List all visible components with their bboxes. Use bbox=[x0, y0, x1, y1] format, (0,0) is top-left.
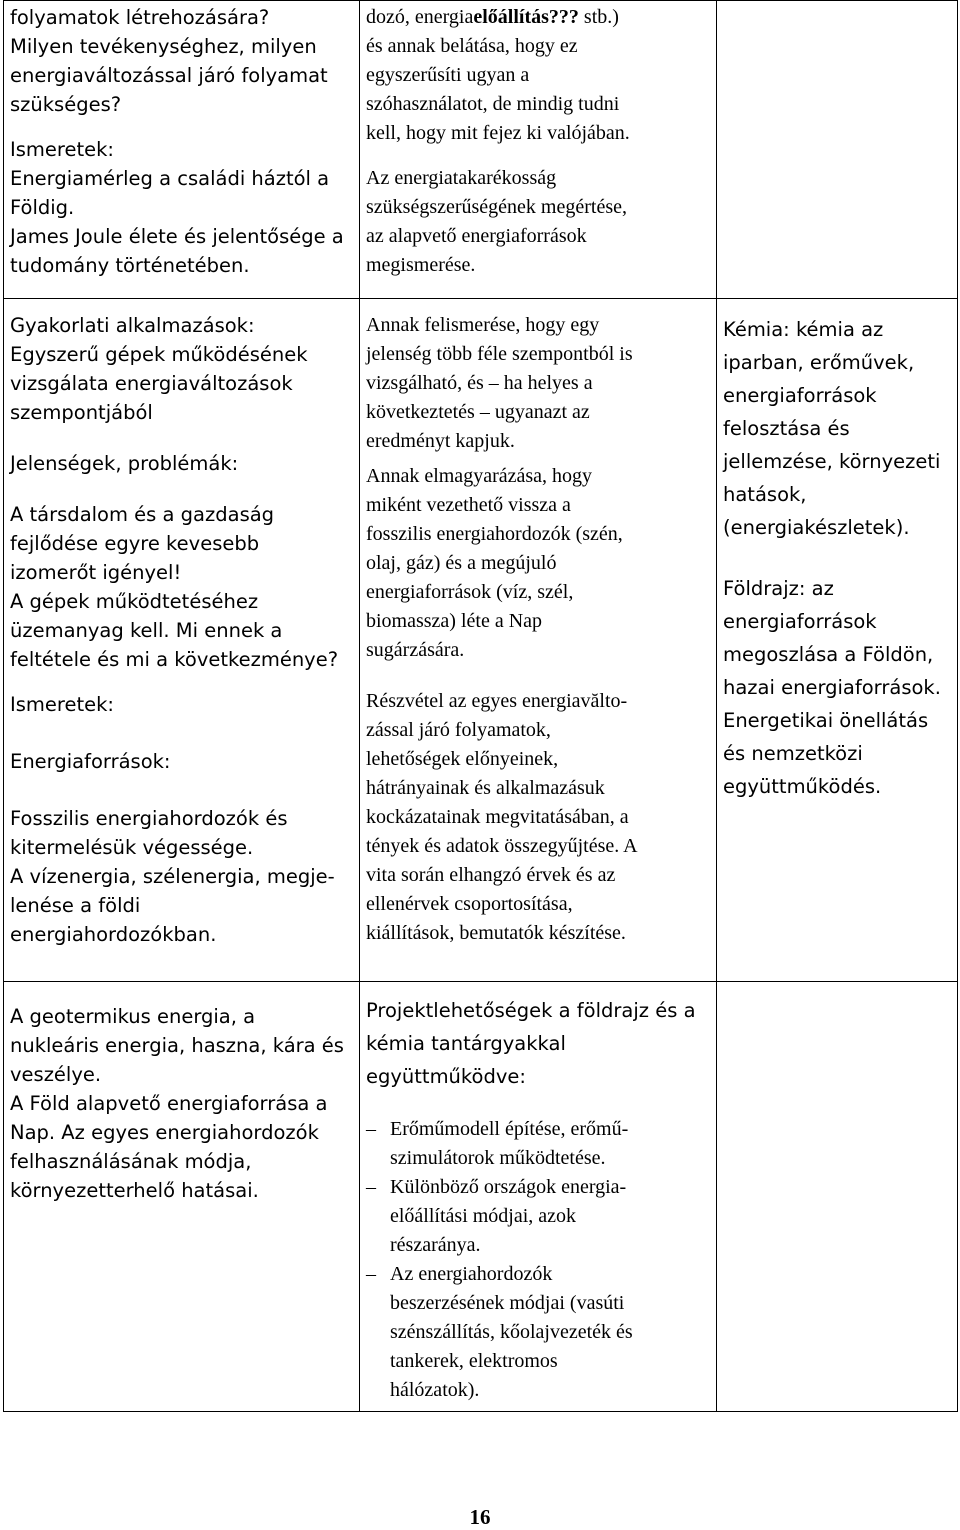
text-line: energiahordozókban. bbox=[10, 923, 217, 946]
text-line: vizsgálata energiaváltozások bbox=[10, 372, 293, 395]
text-line: tankerek, elektromos bbox=[390, 1350, 558, 1372]
table-cell bbox=[360, 1, 717, 299]
text-line: veszélye. bbox=[10, 1063, 102, 1086]
text-block bbox=[10, 1002, 353, 1205]
text-line: és nemzetközi bbox=[723, 742, 863, 765]
text-line: A gépek működtetéséhez bbox=[10, 590, 259, 613]
text-line: üzemanyag kell. Mi ennek a bbox=[10, 619, 283, 642]
text-line: kémia tantárgyakkal bbox=[366, 1032, 566, 1055]
text-line: fosszilis energiahordozók (szén, bbox=[366, 523, 623, 545]
text-line: olaj, gáz) és a megújuló bbox=[366, 552, 557, 574]
text-block bbox=[10, 340, 353, 427]
table-row bbox=[4, 982, 958, 1412]
table-cell bbox=[4, 299, 360, 982]
heading: Gyakorlati alkalmazások: bbox=[10, 314, 255, 337]
text-line: lenése a földi bbox=[10, 894, 141, 917]
text-line: szóhasználatot, de mindig tudni bbox=[366, 93, 620, 115]
text-line bbox=[366, 3, 710, 32]
heading: Jelenségek, problémák: bbox=[10, 452, 239, 475]
text-line: megismerése. bbox=[366, 254, 476, 276]
text-line: tények és adatok összegyűjtése. A bbox=[366, 835, 638, 857]
text-line: energiaváltozással járó folyamat bbox=[10, 64, 328, 87]
text-block bbox=[366, 164, 710, 280]
page-number: 16 bbox=[469, 1505, 491, 1529]
text-line: A társdalom és a gazdaság bbox=[10, 503, 275, 526]
text-line: Az energiatakarékosság bbox=[366, 167, 557, 189]
table-row bbox=[4, 1, 958, 299]
text-line: miként vezethető vissza a bbox=[366, 494, 571, 516]
text-line: szénszállítás, kőolajvezeték és bbox=[390, 1321, 633, 1343]
text-line: Egyszerű gépek működésének bbox=[10, 343, 308, 366]
text-line: Projektlehetőségek a földrajz és a bbox=[366, 999, 696, 1022]
heading: Energiaforrások: bbox=[10, 750, 171, 773]
text-line: vizsgálható, és – ha helyes a bbox=[366, 372, 593, 394]
text-line: Földig. bbox=[10, 196, 75, 219]
text-line: (energiakészletek). bbox=[723, 516, 910, 539]
text-line: részaránya. bbox=[390, 1234, 481, 1256]
text-line: együttműködés. bbox=[723, 775, 882, 798]
text-line: Ismeretek: bbox=[10, 138, 114, 161]
list-item bbox=[366, 1115, 710, 1173]
text-span: stb.) bbox=[578, 6, 619, 28]
text-line: Annak felismerése, hogy egy bbox=[366, 314, 600, 336]
text-block bbox=[10, 500, 353, 587]
table-cell bbox=[360, 299, 717, 982]
text-line: feltétele és mi a következménye? bbox=[10, 648, 339, 671]
text-line: és annak belátása, hogy ez bbox=[366, 35, 578, 57]
text-line: tudomány történetében. bbox=[10, 254, 250, 277]
table-cell bbox=[717, 299, 958, 982]
text-line: James Joule élete és jelentősége a bbox=[10, 225, 344, 248]
text-line: Különböző országok energia- bbox=[390, 1176, 627, 1198]
project-list bbox=[366, 1115, 710, 1405]
text-line: Annak elmagyarázása, hogy bbox=[366, 465, 593, 487]
text-line: fejlődése egyre kevesebb bbox=[10, 532, 260, 555]
text-line: Kémia: kémia az bbox=[723, 318, 884, 341]
table-cell bbox=[717, 982, 958, 1412]
text-block bbox=[366, 311, 710, 456]
text-line: következtetés – ugyanazt az bbox=[366, 401, 590, 423]
text-line: Földrajz: az bbox=[723, 577, 834, 600]
text-line: kell, hogy mit fejez ki valójában. bbox=[366, 122, 630, 144]
list-item bbox=[366, 1173, 710, 1260]
text-line: Az energiahordozók bbox=[390, 1263, 553, 1285]
text-line: sugárzására. bbox=[366, 639, 465, 661]
text-block bbox=[10, 3, 353, 119]
text-line: izomerőt igényel! bbox=[10, 561, 182, 584]
text-line: kockázatainak megvitatásában, a bbox=[366, 806, 629, 828]
text-line: Energetikai önellátás bbox=[723, 709, 929, 732]
text-line: A Föld alapvető energiaforrása a bbox=[10, 1092, 328, 1115]
text-block bbox=[10, 804, 353, 949]
text-line: környezetterhelő hatásai. bbox=[10, 1179, 259, 1202]
text-line: Nap. Az egyes energiahordozók bbox=[10, 1121, 319, 1144]
text-line: egyszerűsíti ugyan a bbox=[366, 64, 530, 86]
bold-text: előállítás??? bbox=[473, 6, 579, 28]
text-line: zással járó folyamatok, bbox=[366, 719, 551, 741]
text-line: hazai energiaforrások. bbox=[723, 676, 941, 699]
text-line: együttműködve: bbox=[366, 1065, 526, 1088]
curriculum-table bbox=[3, 0, 958, 1412]
text-line: kiállítások, bemutatók készítése. bbox=[366, 922, 626, 944]
dash-bullet: – bbox=[366, 1263, 376, 1285]
text-line: hálózatok). bbox=[390, 1379, 480, 1401]
text-span: dozó, energia bbox=[366, 6, 474, 28]
table-cell bbox=[4, 982, 360, 1412]
text-line: energiaforrások bbox=[723, 610, 877, 633]
text-line: jelenség több féle szempontból is bbox=[366, 343, 633, 365]
text-line: Fosszilis energiahordozók és bbox=[10, 807, 288, 830]
table-cell bbox=[360, 982, 717, 1412]
text-line: hatások, bbox=[723, 483, 807, 506]
text-line: vita során elhangzó érvek és az bbox=[366, 864, 616, 886]
text-line: kitermelésük végessége. bbox=[10, 836, 254, 859]
text-line: Részvétel az egyes energiavălto- bbox=[366, 690, 628, 712]
table-cell bbox=[4, 1, 360, 299]
text-line: jellemzése, környezeti bbox=[723, 450, 941, 473]
text-block bbox=[10, 135, 353, 280]
text-block bbox=[723, 572, 951, 803]
dash-bullet: – bbox=[366, 1176, 376, 1198]
text-line: A vízenergia, szélenergia, megje- bbox=[10, 865, 335, 888]
text-line: előállítási módjai, azok bbox=[390, 1205, 577, 1227]
text-line: szükségszerűségének megértése, bbox=[366, 196, 627, 218]
text-block bbox=[366, 462, 710, 665]
text-block bbox=[366, 687, 710, 948]
text-line: Milyen tevékenységhez, milyen bbox=[10, 35, 317, 58]
text-line: energiaforrások (víz, szél, bbox=[366, 581, 574, 603]
dash-bullet: – bbox=[366, 1118, 376, 1140]
text-line: megoszlása a Földön, bbox=[723, 643, 934, 666]
text-line: szimulátorok működtetése. bbox=[390, 1147, 606, 1169]
text-line: iparban, erőművek, bbox=[723, 351, 915, 374]
text-line: nukleáris energia, haszna, kára és bbox=[10, 1034, 344, 1057]
text-line: beszerzésének módjai (vasúti bbox=[390, 1292, 625, 1314]
text-line: felhasználásának módja, bbox=[10, 1150, 252, 1173]
text-block bbox=[366, 994, 710, 1093]
text-line: hátrányainak és alkalmazásuk bbox=[366, 777, 605, 799]
heading: Ismeretek: bbox=[10, 693, 114, 716]
text-line: A geotermikus energia, a bbox=[10, 1005, 256, 1028]
text-line: szempontjából bbox=[10, 401, 153, 424]
text-line: felosztása és bbox=[723, 417, 850, 440]
text-line: Energiamérleg a családi háztól a bbox=[10, 167, 330, 190]
text-line: szükséges? bbox=[10, 93, 122, 116]
text-line: folyamatok létrehozására? bbox=[10, 6, 270, 29]
list-item bbox=[366, 1260, 710, 1405]
table-row bbox=[4, 299, 958, 982]
text-block bbox=[10, 587, 353, 674]
text-line: ellenérvek csoportosítása, bbox=[366, 893, 573, 915]
table-cell bbox=[717, 1, 958, 299]
text-line: Erőműmodell építése, erőmű- bbox=[390, 1118, 629, 1140]
text-block bbox=[723, 313, 951, 544]
text-line: energiaforrások bbox=[723, 384, 877, 407]
text-block bbox=[366, 32, 710, 148]
text-line: eredményt kapjuk. bbox=[366, 430, 515, 452]
text-line: az alapvető energiaforrások bbox=[366, 225, 587, 247]
text-line: lehetőségek előnyeinek, bbox=[366, 748, 559, 770]
text-line: biomassza) léte a Nap bbox=[366, 610, 543, 632]
